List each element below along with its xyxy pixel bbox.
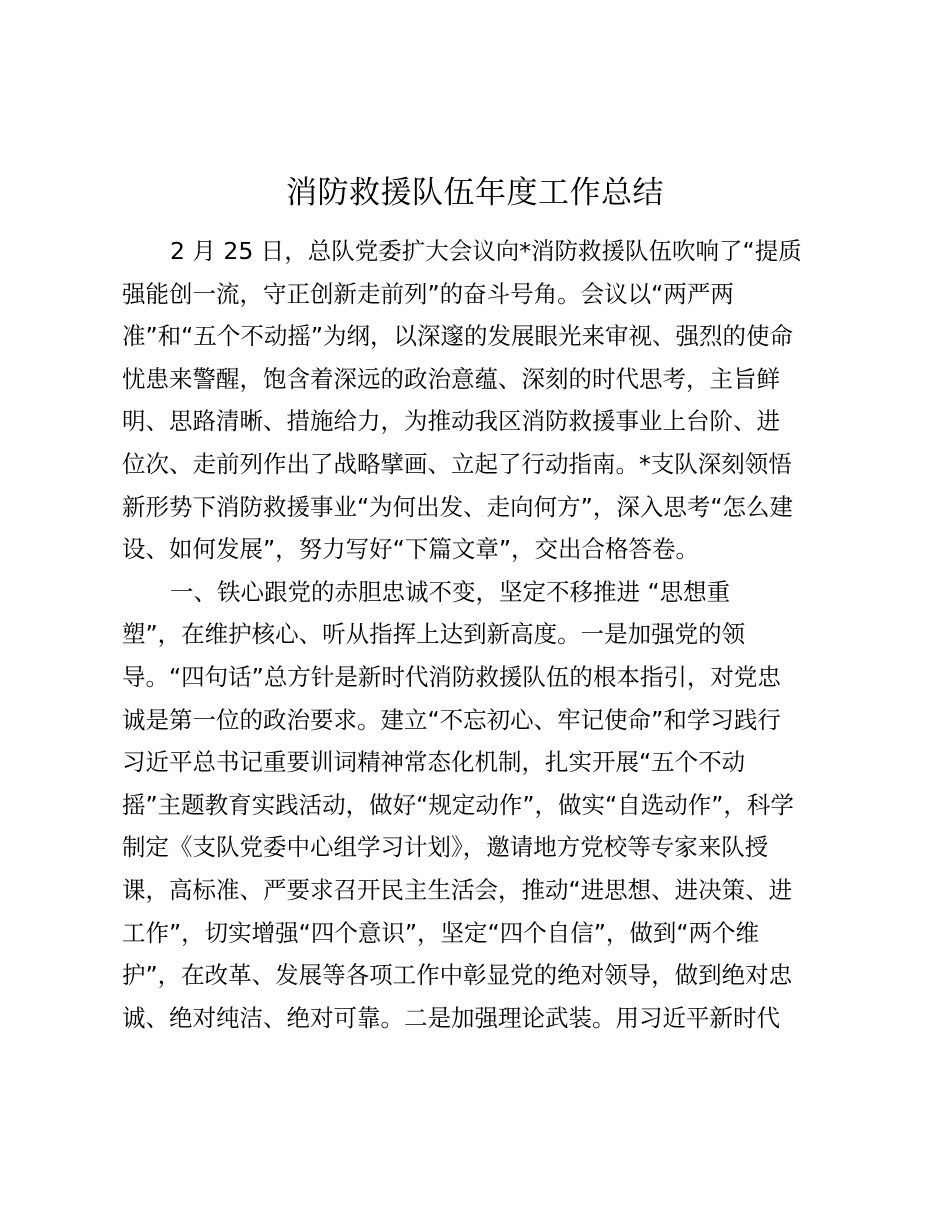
text-line: 忧患来警醒，饱含着深远的政治意蕴、深刻的时代思考，主旨鲜 (122, 364, 780, 393)
text-line: 导。“四句话”总方针是新时代消防救援队伍的根本指引，对党忠 (122, 662, 781, 691)
text-line: 强能创一流，守正创新走前列”的奋斗号角。会议以“两严两 (122, 279, 734, 308)
paragraph-section-one (122, 571, 842, 1040)
text-line: 明、思路清晰、措施给力，为推动我区消防救援事业上台阶、进 (122, 407, 780, 436)
text-line: 课，高标准、严要求召开民主生活会，推动“进思想、进决策、进 (122, 875, 793, 904)
text-line: 塑”，在维护核心、听从指挥上达到新高度。一是加强党的领 (122, 620, 746, 649)
paragraph-intro (122, 230, 842, 571)
text-line: 准”和“五个不动摇”为纲，以深邃的发展眼光来审视、强烈的使命 (122, 322, 794, 351)
text-line: 新形势下消防救援事业“为何出发、走向何方”，深入思考“怎么建 (122, 492, 794, 521)
text-line: 设、如何发展”，努力写好“下篇文章”，交出合格答卷。 (122, 535, 700, 564)
text-line: 摇”主题教育实践活动，做好“规定动作”，做实“自选动作”，科学 (122, 790, 794, 819)
text-line: 制定《支队党委中心组学习计划》，邀请地方党校等专家来队授 (122, 833, 769, 862)
text-line: 诚、绝对纯洁、绝对可靠。二是加强理论武装。用习近平新时代 (122, 1003, 780, 1032)
text-line: 工作”，切实增强“四个意识”，坚定“四个自信”，做到“两个维 (122, 918, 760, 947)
text-line: 2 月 25 日，总队党委扩大会议向*消防救援队伍吹响了“提质 (170, 237, 802, 265)
text-line: 护”，在改革、发展等各项工作中彰显党的绝对领导，做到绝对忠 (122, 961, 793, 990)
text-line: 诚是第一位的政治要求。建立“不忘初心、牢记使命”和学习践行 (122, 705, 781, 734)
text-line: 习近平总书记重要训词精神常态化机制，扎实开展“五个不动 (122, 748, 746, 777)
text-line: 一、铁心跟党的赤胆忠诚不变，坚定不移推进 “思想重 (170, 577, 731, 606)
document-body (122, 230, 842, 1039)
document-title: 消防救援队伍年度工作总结 (286, 175, 664, 211)
text-line: 位次、走前列作出了战略擘画、立起了行动指南。*支队深刻领悟 (122, 449, 792, 478)
